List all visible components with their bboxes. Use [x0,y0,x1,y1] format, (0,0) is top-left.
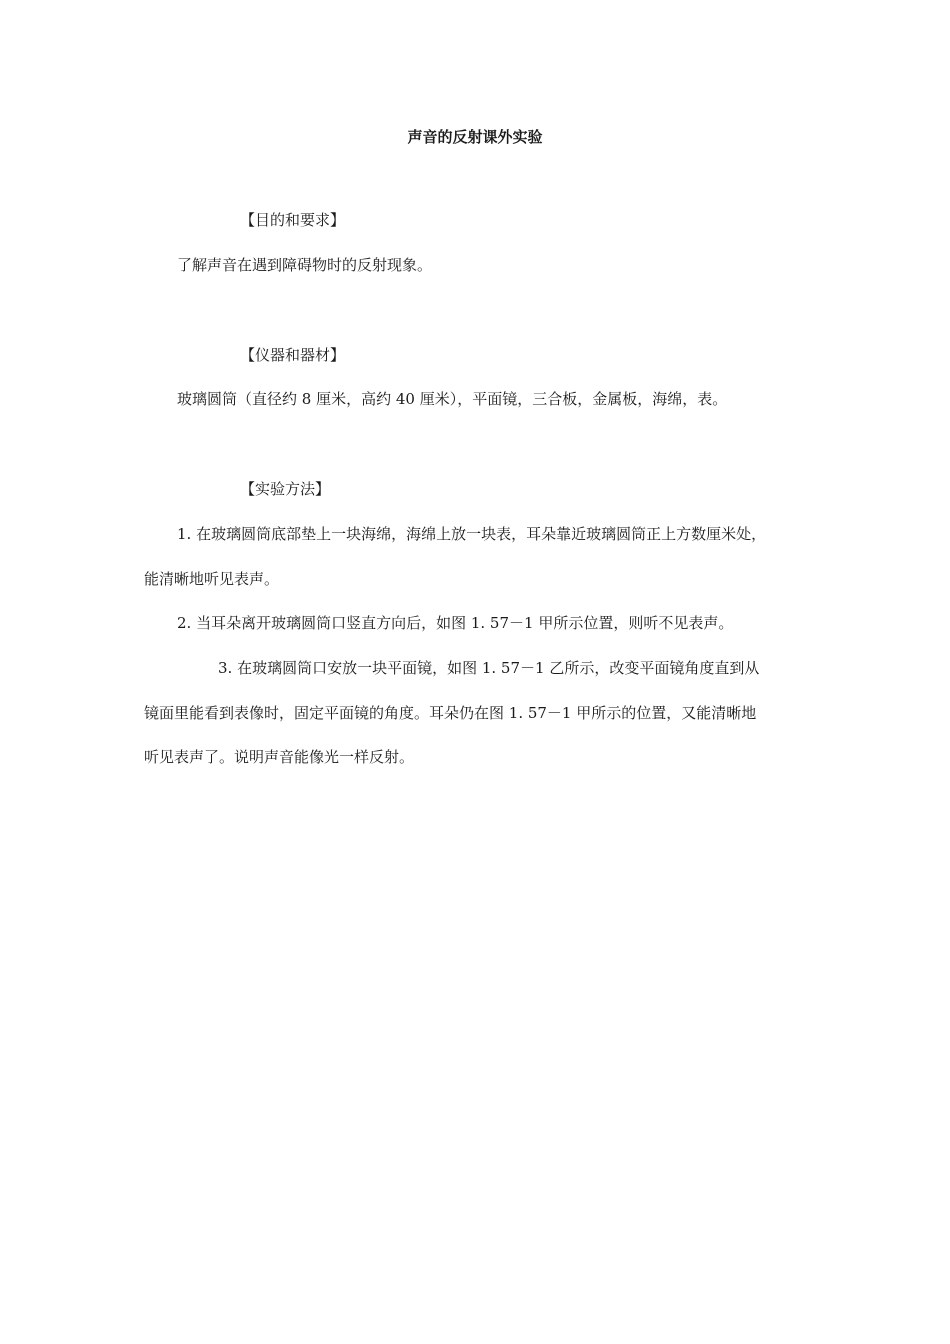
method-step-1-line-1: 1. 在玻璃圆筒底部垫上一块海绵，海绵上放一块表，耳朵靠近玻璃圆筒正上方数厘米处， [177,525,767,543]
method-step-1-line-2: 能清晰地听见表声。 [144,570,280,588]
purpose-text: 了解声音在遇到障碍物时的反射现象。 [177,256,433,274]
equipment-text: 玻璃圆筒（直径约 8 厘米，高约 40 厘米），平面镜，三合板，金属板，海绵，表。 [177,390,728,408]
section-heading-method: 【实验方法】 [240,480,331,498]
section-heading-equipment: 【仪器和器材】 [240,346,346,364]
method-step-3-line-1: 3. 在玻璃圆筒口安放一块平面镜，如图 1. 57－1 乙所示，改变平面镜角度直到从 [218,659,760,677]
section-heading-purpose: 【目的和要求】 [240,211,346,229]
method-step-3-line-3: 听见表声了。说明声音能像光一样反射。 [144,748,415,766]
method-step-3-line-2: 镜面里能看到表像时，固定平面镜的角度。耳朵仍在图 1. 57－1 甲所示的位置，又能清晰地 [144,704,757,722]
method-step-2: 2. 当耳朵离开玻璃圆筒口竖直方向后，如图 1. 57－1 甲所示位置，则听不见表声。 [177,614,734,632]
document-title: 声音的反射课外实验 [407,128,543,146]
